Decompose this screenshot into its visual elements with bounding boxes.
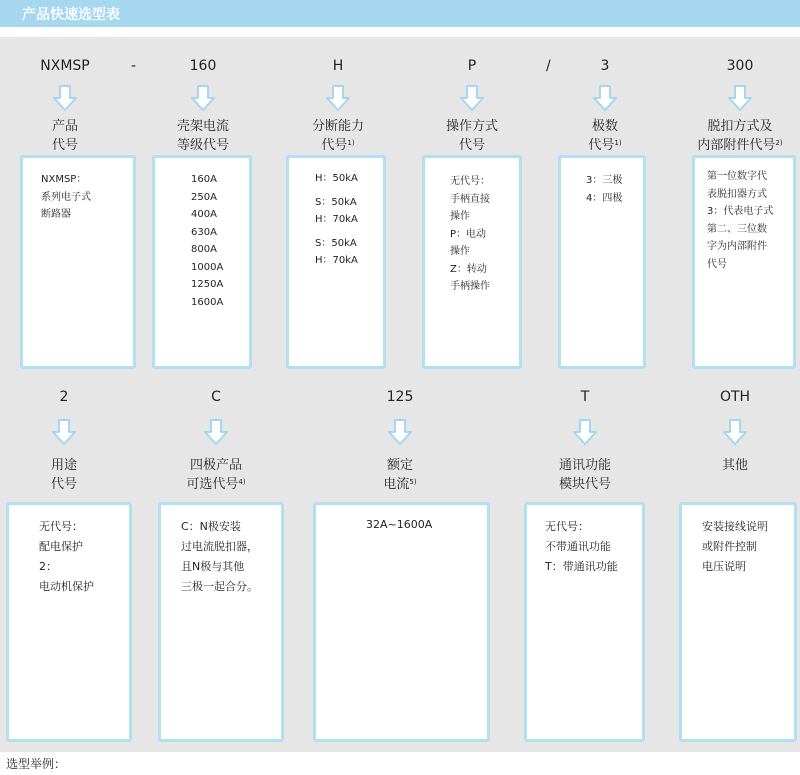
code-segment: 3 (600, 58, 610, 74)
option-line: 或附件控制 (702, 540, 757, 553)
label-text: 其他 (721, 458, 748, 473)
code-label (330, 456, 470, 494)
label-text: 代号 (588, 138, 615, 153)
label-line (402, 117, 542, 136)
down-arrow-icon (728, 85, 752, 111)
option-box (6, 502, 132, 742)
label-text: 等级代号 (176, 138, 229, 153)
option-line: 手柄操作 (450, 281, 490, 292)
label-text: 分断能力 (311, 119, 364, 134)
down-arrow-icon (52, 419, 76, 445)
label-text: 内部附件代号 (697, 138, 776, 153)
option-box (20, 155, 136, 369)
option-line: 安装接线说明 (702, 520, 768, 533)
option-line: 且N极与其他 (181, 560, 245, 573)
option-line: H：70kA (315, 255, 358, 266)
code-segment: 2 (59, 389, 69, 405)
label-line (330, 456, 470, 475)
code-label (268, 117, 408, 155)
code-label (515, 456, 655, 494)
option-line: 手柄直接 (450, 193, 490, 205)
label-line (535, 117, 675, 136)
option-line: 第一位数字代 (707, 171, 767, 182)
down-arrow-icon (204, 419, 228, 445)
option-line: 字为内部附件 (707, 241, 767, 252)
code-segment: T (580, 389, 590, 405)
down-arrow-icon (573, 419, 597, 445)
code-segment: P (467, 58, 477, 74)
option-box (158, 502, 284, 742)
code-label (133, 117, 273, 155)
code-label (0, 117, 135, 155)
option-box (313, 502, 490, 742)
code-segment: NXMSP (40, 58, 90, 74)
label-line (0, 136, 135, 155)
option-line: 过电流脱扣器， (181, 540, 258, 553)
label-text: 代号 (50, 477, 77, 492)
option-line: P：电动 (450, 228, 487, 240)
option-line: 无代号： (450, 176, 490, 187)
label-text: 代号 (458, 138, 485, 153)
option-line: 系列电子式 (41, 191, 91, 203)
label-text: 壳架电流 (176, 119, 229, 134)
label-text: 额定 (386, 458, 413, 473)
option-line: 电动机保护 (39, 580, 94, 593)
label-text: 代号 (51, 138, 78, 153)
code-segment: 125 (386, 389, 414, 405)
label-text: 电流 (383, 477, 410, 492)
option-line: 630A (191, 226, 217, 238)
section-title: 产品快速选型表 (22, 7, 120, 23)
option-box (422, 155, 522, 369)
footnote-ref: 4) (238, 478, 246, 486)
option-line: 无代号： (39, 520, 83, 533)
option-line: S：50kA (315, 237, 357, 249)
label-line (146, 456, 286, 475)
option-line: 配电保护 (39, 540, 83, 553)
label-text: 用途 (50, 458, 77, 473)
label-text: 极数 (591, 119, 618, 134)
section-header (0, 0, 800, 27)
label-line (0, 117, 135, 136)
option-line: 1000A (191, 261, 224, 273)
label-line (0, 475, 134, 494)
label-line (330, 475, 470, 494)
down-arrow-icon (53, 85, 77, 111)
option-line: 1600A (191, 296, 224, 308)
option-line: NXMSP： (41, 174, 87, 185)
example-caption: 选型举例： (6, 757, 67, 771)
label-text: 产品 (51, 119, 78, 134)
down-arrow-icon (326, 85, 350, 111)
option-line: Z：转动 (450, 263, 487, 275)
option-line: 第二、三位数 (707, 223, 767, 235)
footnote-ref: 5) (409, 478, 417, 486)
option-box (286, 155, 386, 369)
code-label (670, 117, 800, 155)
label-line (665, 456, 800, 475)
option-line: 400A (191, 209, 217, 220)
down-arrow-icon (460, 85, 484, 111)
option-line: 三极一起合分。 (181, 580, 258, 593)
code-label (146, 456, 286, 494)
option-box (679, 502, 797, 742)
option-line: S：50kA (315, 196, 357, 208)
code-segment: 300 (726, 58, 754, 74)
option-line: 32A~1600A (366, 518, 433, 531)
option-line: T：带通讯功能 (545, 560, 618, 573)
label-line (133, 136, 273, 155)
option-line: 1250A (191, 279, 224, 290)
option-line: 表脱扣器方式 (707, 188, 767, 200)
label-line (268, 136, 408, 155)
code-separator: - (131, 58, 137, 74)
down-arrow-icon (593, 85, 617, 111)
footnote-ref: 1) (347, 139, 355, 147)
code-separator: / (546, 58, 551, 74)
option-line: 不带通讯功能 (545, 540, 611, 553)
label-line (670, 136, 800, 155)
option-line: 2： (39, 560, 57, 573)
label-line (133, 117, 273, 136)
label-line (402, 136, 542, 155)
down-arrow-icon (723, 419, 747, 445)
label-text: 代号 (321, 138, 348, 153)
option-line: 3：三极 (586, 175, 623, 186)
option-line: 操作 (450, 246, 470, 257)
label-line (515, 475, 655, 494)
label-text: 可选代号 (186, 477, 239, 492)
footnote-ref: 2) (775, 139, 783, 147)
label-text: 模块代号 (558, 477, 611, 492)
label-text: 四极产品 (189, 458, 242, 473)
option-line: H：70kA (315, 214, 358, 225)
label-line (146, 475, 286, 494)
code-label (665, 456, 800, 475)
option-line: 电压说明 (702, 560, 746, 573)
option-line: 800A (191, 244, 217, 255)
code-segment: OTH (719, 389, 751, 405)
code-segment: C (211, 389, 221, 405)
down-arrow-icon (191, 85, 215, 111)
option-line: C：N极安装 (181, 520, 241, 533)
option-line: 4：四极 (586, 192, 623, 204)
option-line: 断路器 (41, 209, 71, 220)
label-line (670, 117, 800, 136)
code-segment: H (332, 58, 344, 74)
option-line: 250A (191, 191, 217, 203)
option-box (524, 502, 645, 742)
option-box (558, 155, 646, 369)
option-line: 代号 (707, 258, 727, 270)
code-label (402, 117, 542, 155)
label-line (268, 117, 408, 136)
option-box (692, 155, 796, 369)
option-line: 无代号： (545, 520, 589, 533)
option-line: 操作 (450, 211, 470, 222)
footnote-ref: 1) (614, 139, 622, 147)
code-segment: 160 (189, 58, 217, 74)
option-line: H：50kA (315, 173, 358, 184)
label-line (515, 456, 655, 475)
label-text: 操作方式 (445, 119, 498, 134)
label-line (0, 456, 134, 475)
option-box (152, 155, 252, 369)
label-text: 通讯功能 (558, 458, 611, 473)
label-line (535, 136, 675, 155)
option-line: 160A (191, 174, 217, 185)
option-line: 3：代表电子式 (707, 206, 774, 217)
down-arrow-icon (388, 419, 412, 445)
label-text: 脱扣方式及 (707, 119, 773, 134)
code-label (0, 456, 134, 494)
code-label (535, 117, 675, 155)
